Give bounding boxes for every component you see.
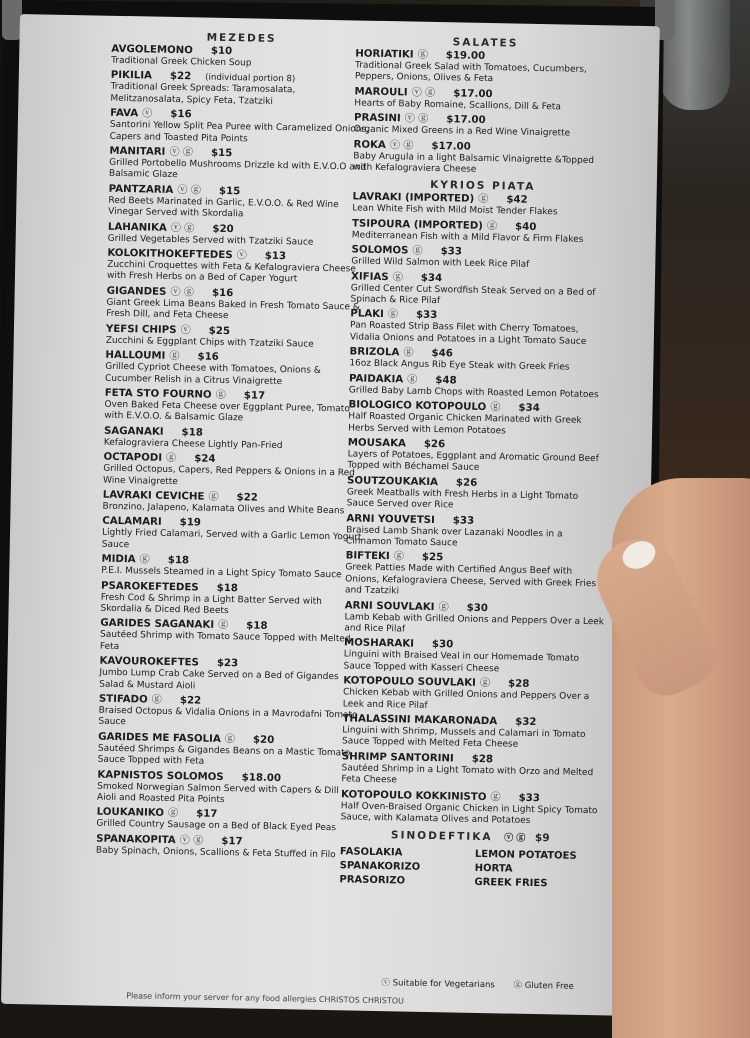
menu-item-name: OCTAPODI	[103, 451, 163, 464]
menu-item	[343, 638, 604, 678]
section-title-salates: SALATES	[452, 36, 519, 50]
menu-item-name: BRIZOLA	[349, 346, 400, 359]
menu-item-description: Chicken Kebab with Grilled Onions and Peppers Over a Leek and Rice Pilaf	[342, 687, 590, 711]
menu-item-name: BIOLOGICO KOTOPOULO	[348, 399, 487, 414]
menu-item	[345, 551, 606, 602]
diet-icons: ⓥ ⓖ	[411, 87, 436, 99]
menu-item-description: Mediterranean Fish with a Mild Flavor & Firm Flakes	[351, 230, 584, 245]
menu-item-description: Zucchini Croquettes with Feta & Kefalograviera Cheese with Fresh Herbs on a Bed of Caper Yogurt	[106, 259, 356, 285]
menu-item-price: $30	[466, 602, 489, 614]
menu-item-description: Sautéed Shrimp in a Light Tomato with Orzo and Melted Feta Cheese	[341, 763, 594, 786]
menu-item	[100, 580, 361, 620]
diet-icons: ⓖ	[479, 678, 491, 690]
menu-item-extra: (individual portion 8)	[205, 72, 296, 85]
menu-item	[354, 113, 614, 141]
diet-icons: ⓖ	[490, 402, 501, 414]
menu-item-price: $20	[212, 223, 234, 235]
menu-item	[111, 44, 371, 72]
menu-item-price: $16	[197, 351, 219, 363]
menu-item-name: SPANAKOPITA	[96, 833, 176, 846]
diet-icons: ⓖ	[392, 271, 403, 284]
menu-item-price: $42	[506, 194, 528, 207]
diet-icons: ⓖ	[169, 351, 180, 363]
diet-icons: ⓖ	[393, 551, 405, 563]
menu-item	[355, 48, 616, 88]
diet-icons: ⓖ	[215, 389, 226, 401]
menu-item	[102, 490, 362, 518]
menu-item-name: MOSHARAKI	[343, 637, 415, 651]
menu-item-description: Baby Spinach, Onions, Scallions & Feta Stuffed in Filo	[95, 845, 336, 861]
menu-item-name: LOUKANIKO	[96, 807, 165, 820]
diet-icons: ⓖ	[224, 733, 236, 746]
diet-icons: ⓥ ⓖ	[179, 835, 204, 847]
legend	[381, 976, 590, 992]
menu-item	[350, 271, 611, 311]
menu-item-name: TSIPOURA (IMPORTED)	[351, 218, 483, 232]
diet-icons: ⓖ	[165, 453, 177, 465]
menu-item-name: MANITARI	[109, 145, 166, 158]
menu-item-name: MAROULI	[354, 86, 408, 99]
menu-item-name: BIFTEKI	[345, 550, 390, 563]
diet-icons: ⓖ	[438, 601, 449, 613]
menu-item-name: KOLOKITHOKEFTEDES	[107, 247, 233, 262]
menu-item-description: Grilled Baby Lamb Chops with Roasted Lemon Potatoes	[348, 385, 599, 400]
menu-item	[347, 437, 608, 477]
menu-item-name: PRASINI	[353, 112, 401, 125]
menu-item-name: GIGANDES	[106, 285, 167, 298]
menu-item-name: FAVA	[110, 107, 139, 120]
diet-icons: ⓖ	[417, 49, 428, 61]
menu-item-price: $10	[210, 45, 233, 58]
diet-icons: ⓖ	[217, 620, 229, 632]
menu-item-price: $16	[170, 109, 192, 121]
sides-list	[339, 847, 600, 891]
side-dish: LEMON POTATOES	[474, 849, 577, 863]
menu-item-price: $33	[452, 514, 475, 527]
menu-item-description: Grilled Octopus, Capers, Red Peppers & Onions in a Red Wine Vinaigrette	[102, 463, 355, 487]
menu-item-name: HALLOUMI	[105, 349, 166, 362]
menu-item	[104, 425, 364, 453]
diet-icons: ⓖ	[490, 791, 501, 803]
menu-item-description: Braised Lamb Shank over Lazanaki Noodles in a Cinnamon Tomato Sauce	[345, 524, 563, 549]
menu-item	[341, 751, 602, 791]
menu-item-name: KOTOPOULO KOKKINISTO	[340, 788, 487, 803]
menu-item	[108, 184, 369, 224]
menu-item-price: $15	[210, 147, 233, 160]
menu-item	[105, 350, 366, 390]
menu-item-description: Kefalograviera Cheese Lightly Pan-Fried	[103, 437, 283, 451]
menu-item	[353, 139, 614, 179]
menu-item-description: Lean White Fish with Mild Moist Tender Flakes	[352, 203, 558, 218]
menu-item	[349, 347, 609, 375]
menu-item	[98, 694, 359, 734]
menu-item	[104, 388, 365, 428]
menu-item	[97, 769, 358, 809]
menu-item-description: Zucchini & Eggplant Chips with Tzatziki Sauce	[105, 335, 314, 350]
menu-item-price: $40	[514, 221, 537, 233]
menu-item	[347, 475, 608, 515]
menu-item	[96, 833, 356, 861]
menu-item-description: 16oz Black Angus Rib Eye Steak with Greek Fries	[349, 358, 570, 373]
menu-item-name: SOUTZOUKAKIA	[346, 475, 439, 488]
menu-item	[354, 86, 614, 114]
menu-item-name: SHRIMP SANTORINI	[341, 751, 454, 765]
menu-item-description: Grilled Vegetables Served with Tzatziki Sauce	[107, 233, 314, 248]
menu-item-description: Linguini with Shrimp, Mussels and Calamari in Tomato Sauce Topped with Melted Feta Cheese	[341, 725, 586, 751]
sinodeftika-price: $9	[534, 832, 550, 845]
menu-item-price: $22	[179, 695, 202, 707]
menu-item-price: $18.00	[241, 772, 282, 784]
menu-item	[101, 554, 361, 582]
menu-item	[348, 399, 609, 439]
menu-item	[352, 192, 612, 220]
menu-item-name: FETA STO FOURNO	[104, 387, 212, 401]
side-dish: SPANAKORIZO	[339, 860, 421, 874]
menu-item-price: $26	[423, 438, 446, 451]
diet-icons: ⓖ	[478, 194, 489, 206]
menu-item-name: SAGANAKI	[103, 425, 164, 438]
menu-item-description: Grilled Portobello Mushrooms Drizzle kd with E.V.O.O and Balsamic Glaze	[108, 157, 367, 181]
menu-item-name: KAVOUROKEFTES	[99, 655, 199, 669]
menu-item-name: LAVRAKI (IMPORTED)	[352, 191, 475, 206]
diet-icons: ⓥ ⓖ	[169, 146, 194, 159]
menu-item	[102, 516, 363, 556]
menu-item	[110, 108, 371, 148]
menu-item-name: SOLOMOS	[351, 244, 409, 257]
mezedes-list	[96, 44, 372, 862]
menu-item-description: Fresh Cod & Shrimp in a Light Batter Served with Skordalia & Diced Red Beets	[100, 592, 322, 617]
menu-item-name: PIKILIA	[110, 70, 153, 82]
menu-item	[349, 373, 609, 401]
menu-item-price: $15	[218, 185, 241, 198]
menu-item-name: STIFADO	[98, 693, 148, 706]
menu-item-price: $18	[167, 555, 190, 567]
menu-item-price: $46	[431, 348, 453, 360]
diet-icons: ⓖ	[407, 374, 418, 386]
menu-item-price: $28	[471, 753, 494, 766]
menu-item-price: $17	[221, 835, 243, 848]
menu-item	[106, 323, 366, 351]
menu-item-description: Traditional Greek Chicken Soup	[111, 55, 252, 69]
menu-item-description: Grilled Center Cut Swordfish Steak Served on a Bed of Spinach & Rice Pilaf	[350, 283, 596, 307]
menu-item-price: $33	[518, 792, 540, 804]
menu-item	[107, 248, 368, 288]
diet-icons: ⓥ ⓖ	[389, 139, 414, 152]
menu-item-name: PSAROKEFTEDES	[100, 580, 199, 594]
menu-item-price: $34	[420, 272, 443, 284]
menu-item-description: Smoked Norwegian Salmon Served with Capers & Dill Aioli and Roasted Pita Points	[96, 781, 339, 806]
menu-item-name: MIDIA	[101, 553, 136, 566]
menu-item-description: Hearts of Baby Romaine, Scallions, Dill & Feta	[354, 98, 561, 113]
menu-item-description: Traditional Greek Salad with Tomatoes, Cucumbers, Peppers, Onions, Olives & Feta	[354, 60, 587, 85]
menu-item-name: CALAMARI	[102, 516, 162, 529]
diet-icons: ⓥ ⓖ	[404, 113, 429, 126]
diet-icons: ⓥ	[236, 250, 247, 262]
menu-item-price: $18	[181, 426, 203, 439]
menu-item-price: $33	[440, 246, 462, 258]
side-dish: HORTA	[474, 863, 513, 876]
menu-item	[351, 245, 611, 273]
menu-item	[108, 221, 368, 249]
diet-icons: ⓖ	[208, 491, 219, 503]
menu-item-description: Half Roasted Organic Chicken Marinated with Greek Herbs Served with Lemon Potatoes	[348, 411, 582, 436]
section-title-kyrios: KYRIOS PIATA	[430, 179, 536, 194]
menu-item	[342, 713, 603, 753]
diet-icons: ⓥ ⓖ	[170, 286, 195, 299]
menu-item-name: YEFSI CHIPS	[105, 323, 177, 336]
allergy-notice: Please inform your server for any food allergies CHRISTOS CHRISTOU	[126, 991, 405, 1006]
kyrios-list	[341, 192, 613, 829]
menu-item-name: LAHANIKA	[107, 221, 167, 234]
menu-item-price: $30	[431, 639, 454, 651]
menu-item-price: $34	[518, 402, 540, 415]
menu-item-description: Giant Greek Lima Beans Baked in Fresh Tomato Sauce & Fresh Dill, and Feta Cheese	[106, 297, 360, 322]
menu-item-name: PANTZARIA	[108, 183, 174, 196]
menu-item-description: Lightly Fried Calamari, Served with a Garlic Lemon Yogurt Sauce	[101, 528, 362, 550]
menu-item	[344, 600, 605, 640]
menu-item	[343, 676, 604, 716]
menu-item-price: $19	[179, 517, 202, 529]
menu-item-name: LAVRAKI CEVICHE	[102, 489, 205, 503]
menu-item-name: ARNI SOUVLAKI	[344, 599, 435, 613]
menu-item-price: $18	[246, 620, 268, 633]
menu-item-price: $32	[515, 716, 537, 729]
menu-item-price: $18	[216, 582, 239, 594]
menu-item-price: $16	[211, 287, 234, 300]
menu-item-description: Grilled Cypriot Cheese with Tomatoes, Onions & Cucumber Relish in a Citrus Vinaigrette	[104, 361, 321, 387]
menu-item-name: KAPNISTOS SOLOMOS	[97, 769, 224, 783]
menu-item	[341, 789, 602, 829]
menu-item-price: $17	[196, 808, 218, 821]
side-dish: GREEK FRIES	[474, 877, 548, 890]
menu-item-description: Lamb Kebab with Grilled Onions and Peppers Over a Leek and Rice Pilaf	[344, 611, 605, 635]
menu-item-description: Bronzino, Jalapeno, Kalamata Olives and White Beans	[102, 501, 345, 517]
menu-item-description: Traditional Greek Spreads: Taramosalata, Melitzanosalata, Spicy Feta, Tzatziki	[110, 82, 296, 107]
menu-item-name: XIFIAS	[350, 271, 389, 283]
menu-item	[109, 146, 370, 186]
menu-item-name: GARIDES SAGANAKI	[100, 618, 215, 632]
menu-page	[1, 14, 660, 1016]
menu-item	[98, 731, 359, 771]
diet-icons: ⓖ	[167, 808, 179, 820]
menu-item-name: THALASSINI MAKARONADA	[342, 713, 498, 728]
menu-item-name: ROKA	[353, 139, 386, 151]
menu-item	[110, 70, 371, 110]
menu-item	[106, 286, 367, 326]
diet-icons: ⓖ	[139, 554, 150, 566]
menu-item-name: MOUSAKA	[347, 437, 407, 450]
menu-item-price: $17.00	[431, 140, 471, 153]
menu-item	[352, 218, 612, 246]
menu-item	[350, 309, 611, 349]
menu-item-price: $25	[208, 325, 231, 337]
diet-icons: ⓖ	[151, 694, 163, 706]
menu-item-price: $19.00	[445, 50, 486, 62]
diet-icons: ⓖ	[412, 245, 423, 258]
menu-item-name: ARNI YOUVETSI	[346, 512, 435, 526]
menu-item	[99, 656, 360, 696]
menu-item-description: Red Beets Marinated in Garlic, E.V.O.O. & Red Wine Vinegar Served with Skordalia	[108, 195, 339, 220]
menu-item-name: PLAKI	[350, 308, 384, 321]
menu-item-price: $17.00	[446, 114, 486, 127]
side-dish: FASOLAKIA	[339, 846, 403, 859]
menu-item-description: Baby Arugula in a light Balsamic Vinaigrette &Topped with Kefalograviera Cheese	[353, 151, 595, 175]
menu-item-price: $20	[252, 734, 275, 746]
diet-icons: ⓥ ⓖ	[177, 184, 202, 197]
menu-item-price: $24	[194, 453, 216, 465]
menu-item-price: $17	[243, 390, 266, 402]
menu-item-description: Grilled Country Sausage on a Bed of Black Eyed Peas	[96, 819, 337, 834]
column-right	[339, 34, 615, 890]
menu-item-name: HORIATIKI	[355, 48, 414, 61]
menu-item-price: $13	[264, 250, 287, 263]
column-left	[96, 30, 372, 865]
menu-item-name: KOTOPOULO SOUVLAKI	[343, 675, 476, 690]
menu-item-description: Braised Octopus & Vidalia Onions in a Mavrodafni Tomato Sauce	[98, 705, 358, 728]
menu-item-name: PAIDAKIA	[348, 373, 404, 386]
menu-item	[96, 807, 356, 835]
section-title-mezedes: MEZEDES	[206, 31, 277, 45]
menu-item-description: P.E.I. Mussels Steamed in a Light Spicy Tomato Sauce	[101, 565, 342, 581]
sinodeftika-icons: ⓥ ⓖ	[504, 833, 526, 845]
legend-gluten-free: ⓖ Gluten Free	[513, 980, 574, 992]
menu-item-description: Organic Mixed Greens in a Red Wine Vinaigrette	[353, 124, 571, 139]
menu-item-description: Santorini Yellow Split Pea Puree with Caramelized Onions, Capers and Toasted Pita Points	[109, 119, 370, 145]
menu-item-description: Oven Baked Feta Cheese over Eggplant Puree, Tomato with E.V.O.O. & Balsamic Glaze	[104, 399, 350, 424]
menu-item-price: $23	[216, 658, 239, 670]
menu-item-description: Sautéed Shrimp with Tomato Sauce Topped with Melted Feta	[99, 630, 351, 652]
menu-item-price: $28	[507, 678, 530, 691]
menu-item-description: Sautéed Shrimps & Gigandes Beans on a Mastic Tomato Sauce Topped with Feta	[97, 743, 351, 767]
menu-item-description: Half Oven-Braised Organic Chicken in Light Spicy Tomato Sauce, with Kalamata Olives and Potatoes	[340, 800, 598, 826]
menu-item-price: $26	[455, 477, 478, 489]
section-title-sinodeftika	[340, 828, 600, 846]
diet-icons: ⓥ	[142, 108, 153, 120]
menu-item-name: AVGOLEMONO	[111, 43, 193, 57]
legend-vegetarian: ⓥ Suitable for Vegetarians	[381, 978, 495, 991]
menu-item	[103, 452, 364, 492]
menu-item-price: $17.00	[453, 88, 493, 100]
menu-item-description: Layers of Potatoes, Eggplant and Aromatic Ground Beef Topped with Béchamel Sauce	[347, 449, 599, 474]
menu-item-price: $48	[435, 374, 457, 387]
menu-item-name: GARIDES ME FASOLIA	[98, 731, 221, 745]
menu-item-description: Grilled Wild Salmon with Leek Rice Pilaf	[351, 256, 530, 271]
menu-item-description: Linguini with Braised Veal in our Homemade Tomato Sauce Topped with Kasseri Cheese	[343, 649, 580, 675]
side-dish: PRASORIZO	[339, 874, 406, 887]
menu-item	[100, 618, 361, 658]
diet-icons: ⓥ	[180, 324, 191, 337]
menu-item-description: Jumbo Lump Crab Cake Served on a Bed of Gigandes Salad & Mustard Aioli	[99, 667, 339, 692]
menu-item-description: Greek Patties Made with Certified Angus Beef with Onions, Kefalograviera Cheese, Served with Greek Fries and Tzatziki	[344, 562, 597, 597]
menu-item-price: $22	[236, 492, 258, 504]
menu-item-price: $25	[421, 552, 444, 564]
menu-item-description: Greek Meatballs with Fresh Herbs in a Light Tomato Sauce Served over Rice	[346, 487, 579, 511]
diet-icons: ⓥ ⓖ	[170, 222, 195, 235]
salates-list	[353, 48, 615, 178]
menu-item-price: $22	[169, 71, 192, 83]
menu-item-description: Pan Roasted Strip Bass Filet with Cherry Tomatoes, Vidalia Onions and Potatoes in a Light Tomato Sauce	[349, 320, 587, 347]
menu-item	[346, 513, 607, 553]
diet-icons: ⓖ	[387, 309, 399, 321]
diet-icons: ⓖ	[403, 347, 414, 359]
sinodeftika-title: SINODEFTIKA	[390, 829, 493, 844]
diet-icons: ⓖ	[486, 220, 498, 233]
menu-item-price: $33	[415, 310, 438, 322]
